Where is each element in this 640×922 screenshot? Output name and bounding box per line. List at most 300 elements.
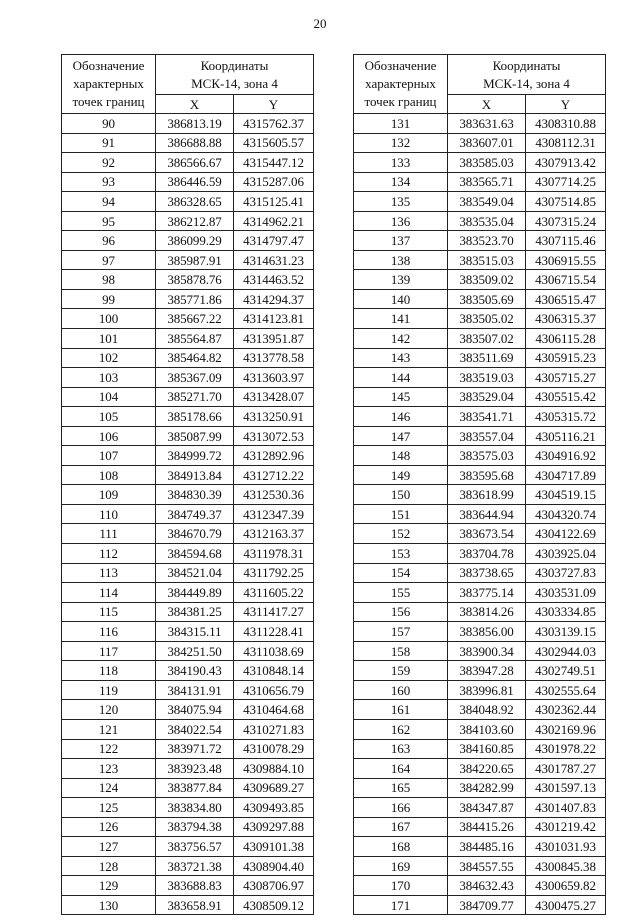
y-coordinate-cell: 4309101.38 bbox=[234, 837, 314, 857]
table-row bbox=[354, 368, 606, 388]
point-number-cell: 164 bbox=[354, 759, 448, 779]
y-coordinate-cell: 4304916.92 bbox=[526, 446, 606, 466]
y-coordinate-cell: 4313250.91 bbox=[234, 407, 314, 427]
point-number-cell: 157 bbox=[354, 622, 448, 642]
point-number-cell: 129 bbox=[62, 876, 156, 896]
point-number-cell: 138 bbox=[354, 250, 448, 270]
y-column-header: Y bbox=[526, 95, 606, 114]
x-coordinate-cell: 384315.11 bbox=[156, 622, 234, 642]
table-row bbox=[62, 446, 314, 466]
table-row bbox=[62, 485, 314, 505]
point-number-cell: 150 bbox=[354, 485, 448, 505]
table-row bbox=[62, 114, 314, 134]
table-row bbox=[62, 172, 314, 192]
table-row bbox=[62, 368, 314, 388]
x-coordinate-cell: 383900.34 bbox=[448, 641, 526, 661]
x-coordinate-cell: 383923.48 bbox=[156, 759, 234, 779]
x-coordinate-cell: 383523.70 bbox=[448, 231, 526, 251]
point-number-cell: 126 bbox=[62, 817, 156, 837]
y-coordinate-cell: 4306515.47 bbox=[526, 289, 606, 309]
x-coordinate-cell: 386212.87 bbox=[156, 211, 234, 231]
table-row bbox=[62, 719, 314, 739]
table-row bbox=[62, 231, 314, 251]
y-coordinate-cell: 4302362.44 bbox=[526, 700, 606, 720]
point-number-cell: 114 bbox=[62, 583, 156, 603]
y-coordinate-cell: 4310464.68 bbox=[234, 700, 314, 720]
x-column-header: X bbox=[156, 95, 234, 114]
y-coordinate-cell: 4309689.27 bbox=[234, 778, 314, 798]
y-coordinate-cell: 4315762.37 bbox=[234, 114, 314, 134]
x-coordinate-cell: 383673.54 bbox=[448, 524, 526, 544]
table-row bbox=[62, 661, 314, 681]
y-coordinate-cell: 4311605.22 bbox=[234, 583, 314, 603]
point-number-cell: 91 bbox=[62, 133, 156, 153]
y-coordinate-cell: 4308904.40 bbox=[234, 856, 314, 876]
point-header-line-1: Обозначение bbox=[364, 58, 437, 73]
y-coordinate-cell: 4314797.47 bbox=[234, 231, 314, 251]
point-number-cell: 128 bbox=[62, 856, 156, 876]
point-number-cell: 142 bbox=[354, 329, 448, 349]
point-number-cell: 168 bbox=[354, 837, 448, 857]
point-number-cell: 169 bbox=[354, 856, 448, 876]
point-number-cell: 132 bbox=[354, 133, 448, 153]
point-number-cell: 171 bbox=[354, 895, 448, 915]
point-number-cell: 107 bbox=[62, 446, 156, 466]
point-number-cell: 103 bbox=[62, 368, 156, 388]
y-coordinate-cell: 4303925.04 bbox=[526, 544, 606, 564]
y-coordinate-cell: 4312892.96 bbox=[234, 446, 314, 466]
x-coordinate-cell: 384594.68 bbox=[156, 544, 234, 564]
x-column-header: X bbox=[448, 95, 526, 114]
x-coordinate-cell: 383557.04 bbox=[448, 426, 526, 446]
x-coordinate-cell: 384557.55 bbox=[448, 856, 526, 876]
x-coordinate-cell: 385087.99 bbox=[156, 426, 234, 446]
y-column-header: Y bbox=[234, 95, 314, 114]
point-number-cell: 99 bbox=[62, 289, 156, 309]
table-row bbox=[354, 563, 606, 583]
x-coordinate-cell: 383541.71 bbox=[448, 407, 526, 427]
table-row bbox=[62, 133, 314, 153]
x-coordinate-cell: 383721.38 bbox=[156, 856, 234, 876]
x-coordinate-cell: 384709.77 bbox=[448, 895, 526, 915]
x-coordinate-cell: 383996.81 bbox=[448, 680, 526, 700]
table-row bbox=[62, 153, 314, 173]
table-row bbox=[354, 348, 606, 368]
x-coordinate-cell: 383607.01 bbox=[448, 133, 526, 153]
y-coordinate-cell: 4310656.79 bbox=[234, 680, 314, 700]
y-coordinate-cell: 4300845.38 bbox=[526, 856, 606, 876]
table-body-left bbox=[62, 114, 314, 915]
y-coordinate-cell: 4315287.06 bbox=[234, 172, 314, 192]
x-coordinate-cell: 386566.67 bbox=[156, 153, 234, 173]
x-coordinate-cell: 386446.59 bbox=[156, 172, 234, 192]
point-number-cell: 117 bbox=[62, 641, 156, 661]
y-coordinate-cell: 4301978.22 bbox=[526, 739, 606, 759]
y-coordinate-cell: 4311978.31 bbox=[234, 544, 314, 564]
y-coordinate-cell: 4302944.03 bbox=[526, 641, 606, 661]
y-coordinate-cell: 4310848.14 bbox=[234, 661, 314, 681]
x-coordinate-cell: 383595.68 bbox=[448, 465, 526, 485]
table-row bbox=[62, 192, 314, 212]
y-coordinate-cell: 4302169.96 bbox=[526, 719, 606, 739]
y-coordinate-cell: 4314123.81 bbox=[234, 309, 314, 329]
table-row bbox=[62, 407, 314, 427]
point-number-cell: 100 bbox=[62, 309, 156, 329]
point-number-cell: 104 bbox=[62, 387, 156, 407]
y-coordinate-cell: 4311038.69 bbox=[234, 641, 314, 661]
table-row bbox=[62, 387, 314, 407]
y-coordinate-cell: 4307913.42 bbox=[526, 153, 606, 173]
x-coordinate-cell: 385178.66 bbox=[156, 407, 234, 427]
x-coordinate-cell: 383947.28 bbox=[448, 661, 526, 681]
table-row bbox=[354, 426, 606, 446]
x-coordinate-cell: 384449.89 bbox=[156, 583, 234, 603]
table-row bbox=[354, 583, 606, 603]
table-row bbox=[62, 759, 314, 779]
x-coordinate-cell: 384381.25 bbox=[156, 602, 234, 622]
table-row bbox=[62, 270, 314, 290]
point-number-cell: 155 bbox=[354, 583, 448, 603]
y-coordinate-cell: 4302749.51 bbox=[526, 661, 606, 681]
table-row bbox=[62, 465, 314, 485]
x-coordinate-cell: 383644.94 bbox=[448, 504, 526, 524]
point-designation-header bbox=[354, 55, 448, 114]
point-number-cell: 153 bbox=[354, 544, 448, 564]
x-coordinate-cell: 383505.02 bbox=[448, 309, 526, 329]
y-coordinate-cell: 4309493.85 bbox=[234, 798, 314, 818]
x-coordinate-cell: 386813.19 bbox=[156, 114, 234, 134]
point-number-cell: 161 bbox=[354, 700, 448, 720]
y-coordinate-cell: 4312530.36 bbox=[234, 485, 314, 505]
y-coordinate-cell: 4310271.83 bbox=[234, 719, 314, 739]
point-number-cell: 147 bbox=[354, 426, 448, 446]
x-coordinate-cell: 383507.02 bbox=[448, 329, 526, 349]
table-row bbox=[354, 798, 606, 818]
table-row bbox=[62, 504, 314, 524]
x-coordinate-cell: 383509.02 bbox=[448, 270, 526, 290]
point-number-cell: 136 bbox=[354, 211, 448, 231]
table-row bbox=[354, 641, 606, 661]
point-number-cell: 119 bbox=[62, 680, 156, 700]
x-coordinate-cell: 383688.83 bbox=[156, 876, 234, 896]
table-row bbox=[354, 270, 606, 290]
y-coordinate-cell: 4300659.82 bbox=[526, 876, 606, 896]
table-row bbox=[354, 622, 606, 642]
point-number-cell: 110 bbox=[62, 504, 156, 524]
table-row bbox=[354, 895, 606, 915]
x-coordinate-cell: 383856.00 bbox=[448, 622, 526, 642]
point-number-cell: 118 bbox=[62, 661, 156, 681]
point-number-cell: 149 bbox=[354, 465, 448, 485]
table-row bbox=[354, 465, 606, 485]
table-row bbox=[62, 524, 314, 544]
table-row bbox=[62, 700, 314, 720]
point-header-line-2: характерных bbox=[365, 76, 436, 91]
x-coordinate-cell: 385878.76 bbox=[156, 270, 234, 290]
y-coordinate-cell: 4300475.27 bbox=[526, 895, 606, 915]
point-number-cell: 131 bbox=[354, 114, 448, 134]
coordinates-table-left bbox=[61, 54, 314, 915]
y-coordinate-cell: 4308706.97 bbox=[234, 876, 314, 896]
y-coordinate-cell: 4306315.37 bbox=[526, 309, 606, 329]
x-coordinate-cell: 384521.04 bbox=[156, 563, 234, 583]
y-coordinate-cell: 4303334.85 bbox=[526, 602, 606, 622]
x-coordinate-cell: 385987.91 bbox=[156, 250, 234, 270]
y-coordinate-cell: 4303531.09 bbox=[526, 583, 606, 603]
table-row bbox=[354, 602, 606, 622]
y-coordinate-cell: 4305915.23 bbox=[526, 348, 606, 368]
y-coordinate-cell: 4311417.27 bbox=[234, 602, 314, 622]
y-coordinate-cell: 4313603.97 bbox=[234, 368, 314, 388]
table-row bbox=[354, 153, 606, 173]
x-coordinate-cell: 383877.84 bbox=[156, 778, 234, 798]
y-coordinate-cell: 4305715.27 bbox=[526, 368, 606, 388]
x-coordinate-cell: 384415.26 bbox=[448, 817, 526, 837]
y-coordinate-cell: 4313778.58 bbox=[234, 348, 314, 368]
table-row bbox=[354, 329, 606, 349]
x-coordinate-cell: 384075.94 bbox=[156, 700, 234, 720]
x-coordinate-cell: 386099.29 bbox=[156, 231, 234, 251]
point-number-cell: 140 bbox=[354, 289, 448, 309]
y-coordinate-cell: 4307115.46 bbox=[526, 231, 606, 251]
x-coordinate-cell: 385464.82 bbox=[156, 348, 234, 368]
point-number-cell: 102 bbox=[62, 348, 156, 368]
x-coordinate-cell: 384282.99 bbox=[448, 778, 526, 798]
point-number-cell: 130 bbox=[62, 895, 156, 915]
point-number-cell: 120 bbox=[62, 700, 156, 720]
y-coordinate-cell: 4312163.37 bbox=[234, 524, 314, 544]
point-header-line-3: точек границ bbox=[364, 94, 437, 109]
y-coordinate-cell: 4313951.87 bbox=[234, 329, 314, 349]
point-number-cell: 108 bbox=[62, 465, 156, 485]
point-number-cell: 135 bbox=[354, 192, 448, 212]
table-row bbox=[62, 289, 314, 309]
x-coordinate-cell: 383549.04 bbox=[448, 192, 526, 212]
table-body-right bbox=[354, 114, 606, 915]
point-number-cell: 152 bbox=[354, 524, 448, 544]
point-number-cell: 133 bbox=[354, 153, 448, 173]
y-coordinate-cell: 4309884.10 bbox=[234, 759, 314, 779]
y-coordinate-cell: 4314294.37 bbox=[234, 289, 314, 309]
x-coordinate-cell: 384347.87 bbox=[448, 798, 526, 818]
point-number-cell: 90 bbox=[62, 114, 156, 134]
x-coordinate-cell: 384999.72 bbox=[156, 446, 234, 466]
table-row bbox=[354, 289, 606, 309]
x-coordinate-cell: 383834.80 bbox=[156, 798, 234, 818]
x-coordinate-cell: 383515.03 bbox=[448, 250, 526, 270]
table-row bbox=[354, 856, 606, 876]
point-number-cell: 94 bbox=[62, 192, 156, 212]
point-number-cell: 146 bbox=[354, 407, 448, 427]
page-number: 20 bbox=[313, 16, 327, 31]
table-row bbox=[354, 700, 606, 720]
coordinates-header bbox=[156, 55, 314, 95]
x-coordinate-cell: 385367.09 bbox=[156, 368, 234, 388]
point-number-cell: 158 bbox=[354, 641, 448, 661]
x-coordinate-cell: 384220.65 bbox=[448, 759, 526, 779]
coordinates-table-right bbox=[353, 54, 606, 915]
point-number-cell: 93 bbox=[62, 172, 156, 192]
coordinates-header bbox=[448, 55, 606, 95]
x-coordinate-cell: 384131.91 bbox=[156, 680, 234, 700]
point-number-cell: 113 bbox=[62, 563, 156, 583]
point-number-cell: 162 bbox=[354, 719, 448, 739]
x-coordinate-cell: 383775.14 bbox=[448, 583, 526, 603]
y-coordinate-cell: 4306115.28 bbox=[526, 329, 606, 349]
table-row bbox=[62, 739, 314, 759]
y-coordinate-cell: 4310078.29 bbox=[234, 739, 314, 759]
table-row bbox=[62, 622, 314, 642]
x-coordinate-cell: 383511.69 bbox=[448, 348, 526, 368]
table-row bbox=[62, 837, 314, 857]
table-row bbox=[354, 504, 606, 524]
table-row bbox=[354, 407, 606, 427]
point-header-line-1: Обозначение bbox=[72, 58, 145, 73]
table-row bbox=[62, 602, 314, 622]
x-coordinate-cell: 384103.60 bbox=[448, 719, 526, 739]
point-number-cell: 145 bbox=[354, 387, 448, 407]
x-coordinate-cell: 383535.04 bbox=[448, 211, 526, 231]
x-coordinate-cell: 384022.54 bbox=[156, 719, 234, 739]
point-number-cell: 154 bbox=[354, 563, 448, 583]
point-number-cell: 144 bbox=[354, 368, 448, 388]
x-coordinate-cell: 386688.88 bbox=[156, 133, 234, 153]
coordinates-header-line-1: Координаты bbox=[200, 58, 269, 73]
y-coordinate-cell: 4305315.72 bbox=[526, 407, 606, 427]
x-coordinate-cell: 384160.85 bbox=[448, 739, 526, 759]
table-row bbox=[62, 856, 314, 876]
table-row bbox=[354, 719, 606, 739]
y-coordinate-cell: 4302555.64 bbox=[526, 680, 606, 700]
y-coordinate-cell: 4313428.07 bbox=[234, 387, 314, 407]
y-coordinate-cell: 4311228.41 bbox=[234, 622, 314, 642]
table-row bbox=[62, 895, 314, 915]
table-row bbox=[62, 426, 314, 446]
table-row bbox=[354, 739, 606, 759]
x-coordinate-cell: 385564.87 bbox=[156, 329, 234, 349]
table-row bbox=[354, 778, 606, 798]
point-number-cell: 92 bbox=[62, 153, 156, 173]
y-coordinate-cell: 4301031.93 bbox=[526, 837, 606, 857]
y-coordinate-cell: 4307714.25 bbox=[526, 172, 606, 192]
x-coordinate-cell: 383575.03 bbox=[448, 446, 526, 466]
point-number-cell: 134 bbox=[354, 172, 448, 192]
point-number-cell: 109 bbox=[62, 485, 156, 505]
coordinates-header-line-2: МСК-14, зона 4 bbox=[483, 76, 570, 91]
x-coordinate-cell: 385771.86 bbox=[156, 289, 234, 309]
x-coordinate-cell: 383971.72 bbox=[156, 739, 234, 759]
table-row bbox=[62, 641, 314, 661]
x-coordinate-cell: 383704.78 bbox=[448, 544, 526, 564]
point-number-cell: 125 bbox=[62, 798, 156, 818]
point-number-cell: 98 bbox=[62, 270, 156, 290]
x-coordinate-cell: 383631.63 bbox=[448, 114, 526, 134]
y-coordinate-cell: 4307315.24 bbox=[526, 211, 606, 231]
point-number-cell: 170 bbox=[354, 876, 448, 896]
table-row bbox=[354, 661, 606, 681]
y-coordinate-cell: 4304519.15 bbox=[526, 485, 606, 505]
table-row bbox=[354, 231, 606, 251]
table-row bbox=[62, 211, 314, 231]
table-row bbox=[354, 387, 606, 407]
x-coordinate-cell: 383814.26 bbox=[448, 602, 526, 622]
x-coordinate-cell: 383756.57 bbox=[156, 837, 234, 857]
y-coordinate-cell: 4306915.55 bbox=[526, 250, 606, 270]
y-coordinate-cell: 4314463.52 bbox=[234, 270, 314, 290]
table-row bbox=[354, 876, 606, 896]
point-number-cell: 96 bbox=[62, 231, 156, 251]
y-coordinate-cell: 4312712.22 bbox=[234, 465, 314, 485]
x-coordinate-cell: 385667.22 bbox=[156, 309, 234, 329]
y-coordinate-cell: 4304122.69 bbox=[526, 524, 606, 544]
point-number-cell: 121 bbox=[62, 719, 156, 739]
table-row bbox=[62, 544, 314, 564]
table-row bbox=[62, 778, 314, 798]
y-coordinate-cell: 4303727.83 bbox=[526, 563, 606, 583]
table-row bbox=[62, 309, 314, 329]
x-coordinate-cell: 384913.84 bbox=[156, 465, 234, 485]
y-coordinate-cell: 4309297.88 bbox=[234, 817, 314, 837]
table-row bbox=[62, 876, 314, 896]
y-coordinate-cell: 4313072.53 bbox=[234, 426, 314, 446]
point-number-cell: 111 bbox=[62, 524, 156, 544]
x-coordinate-cell: 384190.43 bbox=[156, 661, 234, 681]
table-row bbox=[62, 250, 314, 270]
point-number-cell: 137 bbox=[354, 231, 448, 251]
table-row bbox=[354, 544, 606, 564]
table-row bbox=[62, 817, 314, 837]
point-number-cell: 101 bbox=[62, 329, 156, 349]
coordinates-header-line-1: Координаты bbox=[492, 58, 561, 73]
x-coordinate-cell: 383794.38 bbox=[156, 817, 234, 837]
table-row bbox=[354, 817, 606, 837]
y-coordinate-cell: 4307514.85 bbox=[526, 192, 606, 212]
point-designation-header bbox=[62, 55, 156, 114]
table-row bbox=[62, 348, 314, 368]
y-coordinate-cell: 4306715.54 bbox=[526, 270, 606, 290]
y-coordinate-cell: 4301597.13 bbox=[526, 778, 606, 798]
table-row bbox=[62, 329, 314, 349]
x-coordinate-cell: 385271.70 bbox=[156, 387, 234, 407]
x-coordinate-cell: 384830.39 bbox=[156, 485, 234, 505]
table-row bbox=[62, 583, 314, 603]
y-coordinate-cell: 4301407.83 bbox=[526, 798, 606, 818]
y-coordinate-cell: 4305116.21 bbox=[526, 426, 606, 446]
point-number-cell: 163 bbox=[354, 739, 448, 759]
x-coordinate-cell: 384048.92 bbox=[448, 700, 526, 720]
y-coordinate-cell: 4308310.88 bbox=[526, 114, 606, 134]
y-coordinate-cell: 4315605.57 bbox=[234, 133, 314, 153]
x-coordinate-cell: 384749.37 bbox=[156, 504, 234, 524]
point-number-cell: 97 bbox=[62, 250, 156, 270]
point-number-cell: 106 bbox=[62, 426, 156, 446]
point-number-cell: 123 bbox=[62, 759, 156, 779]
table-row bbox=[62, 563, 314, 583]
y-coordinate-cell: 4301219.42 bbox=[526, 817, 606, 837]
point-header-line-3: точек границ bbox=[72, 94, 145, 109]
table-row bbox=[62, 798, 314, 818]
y-coordinate-cell: 4315125.41 bbox=[234, 192, 314, 212]
x-coordinate-cell: 383585.03 bbox=[448, 153, 526, 173]
point-header-line-2: характерных bbox=[73, 76, 144, 91]
table-row bbox=[354, 446, 606, 466]
table-row bbox=[354, 680, 606, 700]
y-coordinate-cell: 4314631.23 bbox=[234, 250, 314, 270]
point-number-cell: 112 bbox=[62, 544, 156, 564]
point-number-cell: 148 bbox=[354, 446, 448, 466]
point-number-cell: 116 bbox=[62, 622, 156, 642]
y-coordinate-cell: 4301787.27 bbox=[526, 759, 606, 779]
